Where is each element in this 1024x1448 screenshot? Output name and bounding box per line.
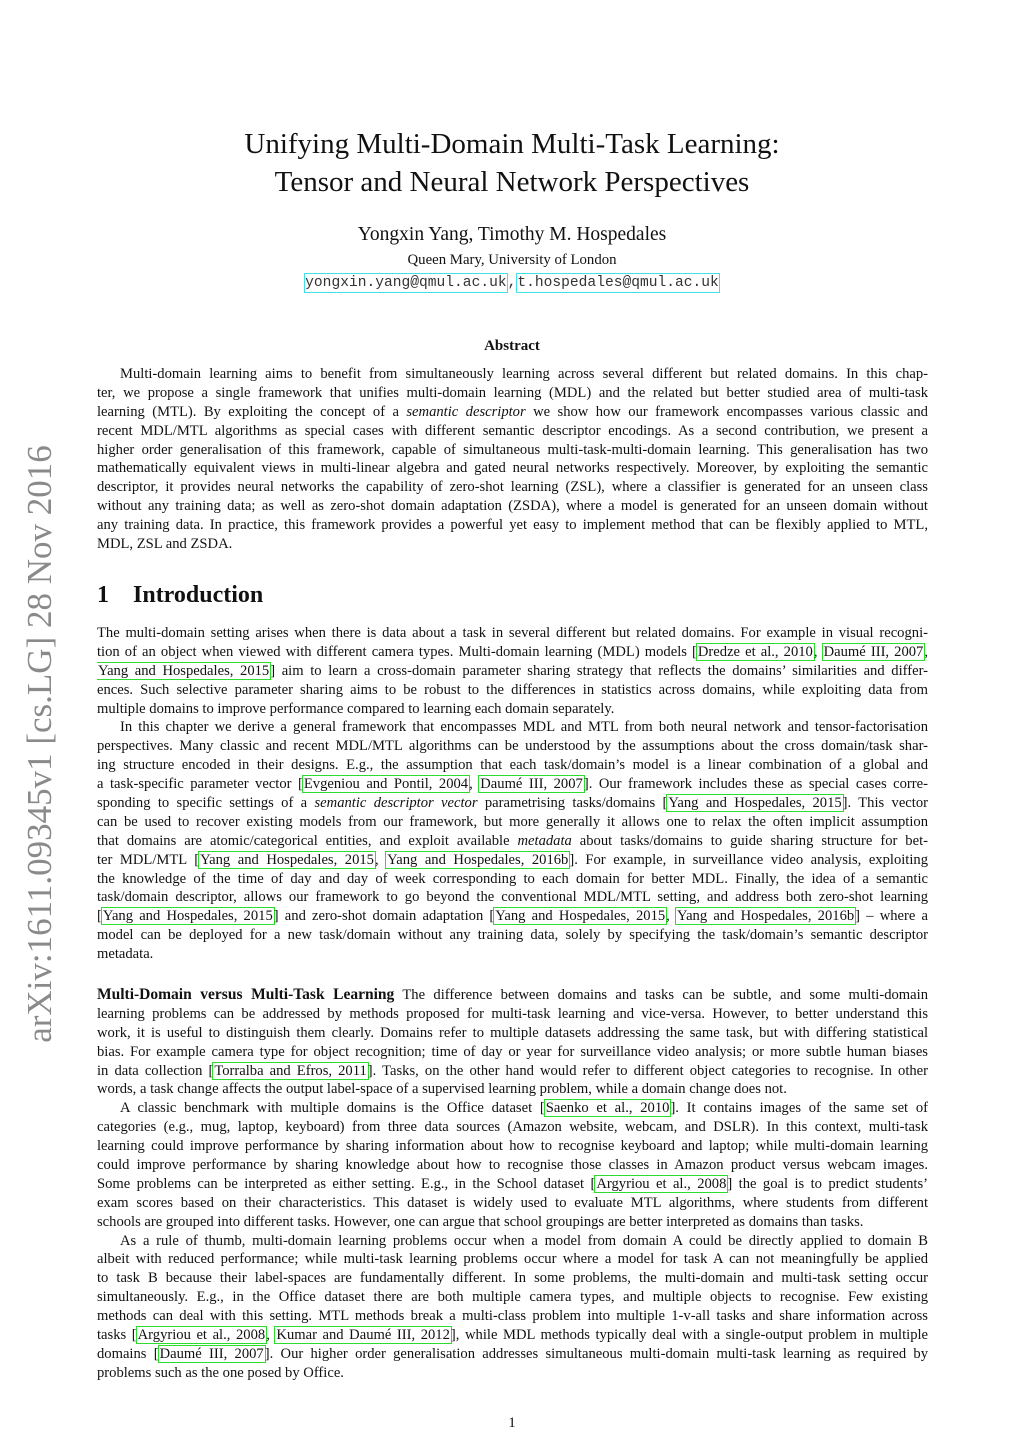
paper-title-line-2: Tensor and Neural Network Perspectives	[274, 166, 750, 198]
paragraph	[97, 986, 928, 1099]
emphasized-term: metadata	[517, 832, 572, 849]
text-line: ing structure encoded in their designs. E.g., the assumption that each task/domain’s model is a linear combination of a global and	[97, 757, 928, 774]
text-line: simultaneously. E.g., in the Office dataset there are both multiple camera types, and multiple objects to recognise. Few existing	[97, 1289, 928, 1306]
text-line: metadata.	[97, 946, 154, 963]
text-line: words, a task change affects the output label-space of a supervised learning problem, while a domain change does not.	[97, 1081, 787, 1098]
paragraph	[97, 1099, 928, 1231]
text-line: multiple domains to improve performance compared to learning each domain separately.	[97, 700, 615, 717]
email-link-yang[interactable]: yongxin.yang@qmul.ac.uk	[305, 275, 507, 291]
text-line: bias. For example camera type for object recognition; time of day or year for surveillance video analysis; or more subtle human biases	[97, 1043, 928, 1060]
text-line: in data collection [Torralba and Efros, 2011]. Tasks, on the other hand would refer to different object categories to recognise. In other	[97, 1062, 928, 1079]
multi-domain-vs-multi-task-body	[97, 986, 928, 1383]
citation-link[interactable]: Saenko et al., 2010	[545, 1100, 670, 1117]
text-line: can be used to recover existing models from our framework, but more generally it allows one to relax the often implicit assumption	[97, 813, 928, 830]
citation-link[interactable]: Yang and Hospedales, 2015	[668, 795, 842, 812]
text-line: work, it is useful to distinguish them clearly. Domains refer to multiple datasets addressing the same task, but with differing statistical	[97, 1024, 928, 1041]
text-line: learning could improve performance by sharing information about how to recognise keyboard and laptop; while multi-domain learning	[97, 1138, 928, 1155]
emphasized-term: semantic descriptor vector	[314, 795, 478, 812]
paragraph	[97, 624, 928, 718]
text-line: methods can deal with this setting. MTL methods break a multi-class problem into multiple 1-v-all tasks and share information across	[97, 1308, 928, 1325]
arxiv-identifier-stamp: arXiv:1611.09345v1 [cs.LG] 28 Nov 2016	[20, 445, 59, 1043]
text-line: higher order generalisation of this framework, capable of simultaneous multi-task-multi-domain learning. This generalisation has two	[97, 441, 928, 458]
text-line: could improve performance by sharing knowledge about how to recognise those classes in Amazon product versus webcam images.	[97, 1157, 928, 1174]
text-line: schools are grouped into different tasks. However, one can argue that school groupings are better interpreted as domains than tasks.	[97, 1213, 864, 1230]
email-separator: ,	[507, 275, 517, 291]
text-line: Some problems can be interpreted as either setting. E.g., in the School dataset [Argyriou et al., 2008] the goal is to predict students’	[97, 1175, 928, 1192]
text-line: Yang and Hospedales, 2015] aim to learn a cross-domain parameter sharing strategy that reflects the domains’ similarities and differ-	[98, 662, 928, 679]
text-line: tion of an object when viewed with different camera types. Multi-domain learning (MDL) models [Dredze et al., 2010, Daumé III, 2007,	[97, 643, 928, 660]
citation-link[interactable]: Yang and Hospedales, 2015	[98, 662, 270, 679]
section-heading-introduction	[97, 580, 263, 610]
section-title: Introduction	[133, 582, 264, 608]
paragraph	[97, 1232, 928, 1383]
text-line: the knowledge of the time of day and day of week corresponding to each domain for better MDL. Finally, the idea of a semantic	[97, 870, 928, 887]
paragraph	[97, 365, 928, 554]
email-link-hospedales[interactable]: t.hospedales@qmul.ac.uk	[517, 275, 719, 291]
text-line: The multi-domain setting arises when there is data about a task in several different but related domains. For example in visual recogni-	[97, 625, 928, 641]
text-line: ter, we propose a single framework that unifies multi-domain learning (MDL) and the related but better studied area of multi-task	[97, 384, 928, 401]
text-line: As a rule of thumb, multi-domain learning problems occur when a model from domain A could be directly applied to domain B	[120, 1232, 928, 1249]
introduction-body	[97, 624, 928, 964]
citation-link[interactable]: Daumé III, 2007	[823, 643, 924, 660]
text-line: In this chapter we derive a general framework that encompasses MDL and MTL from both neural network and tensor-factorisation	[120, 719, 928, 736]
text-line: any training data. In practice, this framework provides a powerful yet easy to implement method that can be flexibly applied to MTL,	[97, 517, 928, 534]
citation-link[interactable]: Argyriou et al., 2008	[137, 1327, 266, 1344]
section-number: 1	[97, 582, 109, 608]
text-line: Multi-domain learning aims to benefit from simultaneously learning across several different but related domains. In this chap-	[120, 366, 928, 382]
citation-link[interactable]: Evgeniou and Pontil, 2004	[303, 776, 469, 793]
text-line: perspectives. Many classic and recent MDL/MTL algorithms can be understood by the assumptions about the cross domain/task shar-	[97, 738, 928, 755]
text-line: learning (MTL). By exploiting the concept of a semantic descriptor we show how our framework encompasses various classic and	[97, 403, 928, 420]
citation-link[interactable]: Argyriou et al., 2008	[596, 1175, 727, 1192]
paper-title-line-1: Unifying Multi-Domain Multi-Task Learning:	[244, 128, 780, 160]
citation-link[interactable]: Yang and Hospedales, 2015	[102, 908, 273, 925]
author-emails	[0, 273, 1024, 293]
text-line: problems such as the one posed by Office.	[97, 1364, 344, 1381]
text-line: without any training data; as well as zero-shot domain adaptation (ZSDA), where a model is generated for an unseen domain without	[97, 498, 928, 515]
text-line: [Yang and Hospedales, 2015] and zero-shot domain adaptation [Yang and Hospedales, 2015, Yang and Hospedales, 2016b] – where a	[97, 908, 928, 925]
citation-link[interactable]: Yang and Hospedales, 2015	[495, 908, 666, 925]
citation-link[interactable]: Yang and Hospedales, 2016b	[677, 908, 855, 925]
abstract-body	[97, 365, 928, 554]
citation-link[interactable]: Yang and Hospedales, 2016b	[387, 851, 569, 868]
text-line: recent MDL/MTL algorithms as special cases with different semantic descriptor encodings. As a second contribution, we present a	[97, 422, 928, 439]
text-line: exam scores based on their characteristics. This dataset is widely used to evaluate MTL algorithms, where students from different	[97, 1194, 928, 1211]
citation-link[interactable]: Daumé III, 2007	[159, 1345, 264, 1362]
text-line: descriptor, it provides neural networks the capability of zero-shot learning (ZSL), where a classifier is generated for an unseen class	[97, 479, 928, 496]
authors: Yongxin Yang, Timothy M. Hospedales	[357, 224, 667, 245]
text-line: that domains are atomic/categorical entities, and exploit available metadata about tasks/domains to guide sharing structure for bet-	[97, 832, 928, 849]
emphasized-term: semantic descriptor	[406, 403, 526, 420]
text-line: task/domain descriptor, allows our framework to go beyond the conventional MDL/MTL setting, and address both zero-shot learning	[97, 889, 928, 906]
text-line: ter MDL/MTL [Yang and Hospedales, 2015, Yang and Hospedales, 2016b]. For example, in surveillance video analysis, exploiting	[97, 851, 928, 868]
text-line: categories (e.g., mug, laptop, keyboard) from three data sources (Amazon website, webcam, and DSLR). In this context, multi-task	[97, 1119, 928, 1136]
text-line: mathematically equivalent views in multi-linear algebra and gated neural networks respectively. Moreover, by exploiting the semantic	[97, 460, 928, 477]
paragraph	[97, 718, 928, 964]
citation-link[interactable]: Daumé III, 2007	[480, 776, 583, 793]
text-line: MDL, ZSL and ZSDA.	[97, 536, 233, 553]
page-number: 1	[508, 1415, 516, 1431]
text-line: domains [Daumé III, 2007]. Our higher order generalisation addresses simultaneous multi-domain multi-task learning as required by	[97, 1345, 928, 1362]
text-line: albeit with reduced performance; while multi-task learning problems occur where a model for task A can not meaningfully be applied	[97, 1251, 928, 1268]
citation-link[interactable]: Kumar and Daumé III, 2012	[276, 1327, 450, 1344]
text-line: ences. Such selective parameter sharing aims to be robust to the differences in statistics across domains, while exploiting data from	[97, 681, 928, 698]
text-line: a task-specific parameter vector [Evgeniou and Pontil, 2004, Daumé III, 2007]. Our framework includes these as special cases corre-	[97, 776, 928, 793]
citation-link[interactable]: Dredze et al., 2010	[697, 643, 813, 660]
text-line: sponding to specific settings of a semantic descriptor vector parametrising tasks/domains [Yang and Hospedales, 2015]. This vector	[97, 795, 928, 812]
citation-link[interactable]: Torralba and Efros, 2011	[214, 1062, 367, 1079]
text-line: tasks [Argyriou et al., 2008, Kumar and Daumé III, 2012], while MDL methods typically deal with a single-output problem in multiple	[97, 1327, 928, 1344]
affiliation: Queen Mary, University of London	[407, 252, 617, 268]
paragraph-heading: Multi-Domain versus Multi-Task Learning	[97, 986, 395, 1003]
text-line: A classic benchmark with multiple domains is the Office dataset [Saenko et al., 2010]. It contains images of the same set of	[120, 1100, 928, 1117]
text-line: learning problems can be addressed by methods proposed for multi-task learning and vice-versa. However, to better understand this	[97, 1005, 928, 1022]
abstract-heading: Abstract	[484, 338, 540, 354]
text-line: to task B because their label-spaces are fundamentally different. In some problems, the multi-domain and multi-task setting occur	[97, 1270, 928, 1287]
text-line: model can be deployed for a new task/domain without any training data, solely by specifying the task/domain’s semantic descriptor	[97, 927, 928, 944]
citation-link[interactable]: Yang and Hospedales, 2015	[200, 851, 374, 868]
text-line: Multi-Domain versus Multi-Task Learning The difference between domains and tasks can be subtle, and some multi-domain	[97, 986, 928, 1003]
